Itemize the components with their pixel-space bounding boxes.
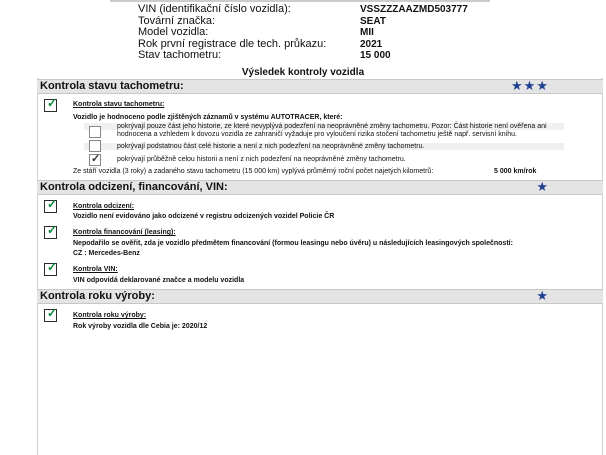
registration-year-label: Rok první registrace dle tech. průkazu: — [138, 37, 327, 50]
brand-label: Tovární značka: — [138, 14, 216, 27]
registration-year-value: 2021 — [360, 38, 383, 50]
option-checkbox — [89, 126, 101, 138]
financing-check-text: Nepodařilo se ověřit, zda je vozidlo předmětem financování (formou leasingu nebo úvěru) u následujících leasingových společností: — [73, 240, 513, 247]
vehicle-info-row — [138, 4, 578, 16]
rating-stars-icon: ★★★ — [511, 78, 549, 93]
option-text: pokrývají pouze část jeho historie, ze které nevyplývá podezření na neoprávněné změny tachometru. Pozor: Část historie není ověřena ani — [117, 123, 547, 130]
theft-check-text: Vozidlo není evidováno jako odcizené v registru odcizených vozidel Policie ČR — [73, 213, 335, 220]
theft-check-title: Kontrola odcizení: — [73, 203, 135, 210]
check-intro: Vozidlo je hodnoceno podle zjištěných záznamů v systému AUTOTRACER, které: — [73, 114, 343, 121]
option-checkbox-checked: ✓ — [91, 153, 101, 165]
check-icon: ✓ — [44, 99, 57, 112]
result-title: Výsledek kontroly vozidla — [241, 67, 365, 78]
year-check-title: Kontrola roku výroby: — [73, 312, 147, 319]
check-icon: ✓ — [44, 263, 57, 276]
section-title: Kontrola stavu tachometru: — [40, 80, 184, 92]
vin-check-text: VIN odpovídá deklarované značce a modelu vozidla — [73, 277, 245, 284]
vin-value: VSSZZZAAZMD503777 — [360, 4, 468, 15]
check-title: Kontrola stavu tachometru: — [73, 101, 165, 108]
vin-check-title: Kontrola VIN: — [73, 266, 118, 273]
mileage-note: Ze stáří vozidla (3 roky) a zadaného stavu tachometru (15 000 km) vyplývá průměrný roční počet najetých kilometrů: — [73, 168, 434, 175]
check-icon: ✓ — [44, 226, 57, 239]
vehicle-info — [138, 4, 578, 62]
option-text: pokrývají podstatnou část celé historie a není z nich podezření na neoprávněné změny tachometru. — [117, 143, 425, 150]
check-icon: ✓ — [44, 309, 57, 322]
check-icon: ✓ — [44, 200, 57, 213]
section-tachometer-header — [37, 79, 603, 94]
rating-star-icon: ★ — [536, 288, 549, 303]
mileage-value: 5 000 km/rok — [494, 168, 537, 175]
option-text: hodnocena a vzhledem k dovozu vozidla ze zahraničí vyžaduje pro vyloučení rizika stočení tachometru ještě např. servisní knihu. — [117, 131, 517, 138]
top-divider — [110, 0, 490, 2]
model-label: Model vozidla: — [138, 26, 209, 38]
section-title: Kontrola roku výroby: — [40, 290, 155, 302]
vin-label: VIN (identifikační číslo vozidla): — [138, 3, 291, 15]
section-title: Kontrola odcizení, financování, VIN: — [40, 181, 228, 193]
brand-value: SEAT — [360, 15, 386, 27]
vehicle-info-row — [138, 50, 578, 62]
option-checkbox — [89, 140, 101, 152]
vehicle-info-row — [138, 27, 578, 39]
odometer-label: Stav tachometru: — [138, 49, 222, 61]
model-value: MII — [360, 27, 374, 38]
section-theft-header — [37, 180, 603, 195]
left-border — [37, 78, 38, 455]
rating-star-icon: ★ — [536, 179, 549, 194]
right-border — [602, 78, 603, 455]
odometer-value: 15 000 — [360, 50, 391, 61]
year-check-text: Rok výroby vozidla dle Cebia je: 2020/12 — [73, 323, 208, 330]
financing-check-title: Kontrola financování (leasing): — [73, 229, 176, 236]
financing-companies: CZ : Mercedes-Benz — [73, 250, 140, 257]
option-text: pokrývají průběžně celou historii a není z nich podezření na neoprávněné změny tachometru. — [117, 156, 406, 163]
section-year-header — [37, 289, 603, 304]
